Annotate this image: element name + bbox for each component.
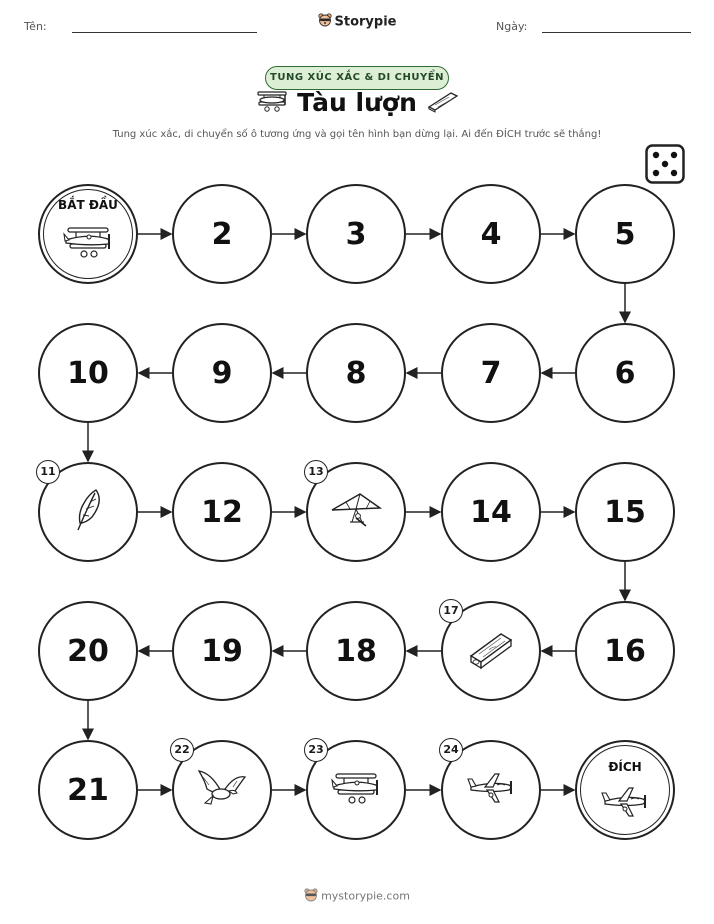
start-label: BẮT ĐẦU xyxy=(58,198,118,212)
space-number: 18 xyxy=(335,633,377,669)
board-space-15[interactable] xyxy=(575,462,675,562)
space-number: 5 xyxy=(614,216,636,252)
board-space-10[interactable] xyxy=(38,323,138,423)
space-number: 7 xyxy=(480,355,502,391)
footer-bear-icon xyxy=(304,888,318,905)
propeller-plane-icon xyxy=(465,770,517,810)
board-space-22[interactable] xyxy=(172,740,272,840)
space-number: 14 xyxy=(470,494,512,530)
space-number-badge: 24 xyxy=(439,738,463,762)
biplane-icon xyxy=(62,224,114,264)
board-space-16[interactable] xyxy=(575,601,675,701)
instructions: Tung xúc xắc, di chuyển số ô tương ứng và gọi tên hình bạn dừng lại. Ai đến ĐÍCH trước sẽ thắng! xyxy=(112,129,602,140)
space-number: 21 xyxy=(67,772,109,808)
board-space-23[interactable] xyxy=(306,740,406,840)
board-space-7[interactable] xyxy=(441,323,541,423)
date-label: Ngày: xyxy=(496,20,528,33)
board-space-2[interactable] xyxy=(172,184,272,284)
space-number: 15 xyxy=(604,494,646,530)
space-number: 9 xyxy=(211,355,233,391)
space-number-badge: 22 xyxy=(170,738,194,762)
propeller-plane-icon xyxy=(599,784,651,824)
board-space-5[interactable] xyxy=(575,184,675,284)
wood-plank-icon xyxy=(467,628,515,674)
hang-glider-icon xyxy=(328,490,384,534)
board-space-19[interactable] xyxy=(172,601,272,701)
game-tag: TUNG XÚC XẮC & DI CHUYỂN xyxy=(265,66,449,90)
finish-space[interactable] xyxy=(575,740,675,840)
space-number: 8 xyxy=(345,355,367,391)
space-number: 10 xyxy=(67,355,109,391)
start-space[interactable] xyxy=(38,184,138,284)
board-space-6[interactable] xyxy=(575,323,675,423)
board-space-14[interactable] xyxy=(441,462,541,562)
board-space-11[interactable] xyxy=(38,462,138,562)
feather-icon xyxy=(70,487,106,537)
space-number: 2 xyxy=(211,216,233,252)
space-number: 4 xyxy=(480,216,502,252)
footer-site: mystorypie.com xyxy=(321,889,410,903)
space-number: 20 xyxy=(67,633,109,669)
footer xyxy=(0,888,714,905)
space-number: 3 xyxy=(345,216,367,252)
board-space-20[interactable] xyxy=(38,601,138,701)
board-space-12[interactable] xyxy=(172,462,272,562)
space-number: 16 xyxy=(604,633,646,669)
title-text: Tàu lượn xyxy=(297,88,417,117)
board-space-8[interactable] xyxy=(306,323,406,423)
board-space-4[interactable] xyxy=(441,184,541,284)
brand-name: Storypie xyxy=(334,14,397,30)
finish-label: ĐÍCH xyxy=(608,760,642,774)
space-number: 19 xyxy=(201,633,243,669)
space-number-badge: 23 xyxy=(304,738,328,762)
space-number-badge: 11 xyxy=(36,460,60,484)
space-number: 6 xyxy=(614,355,636,391)
board-space-3[interactable] xyxy=(306,184,406,284)
board-space-24[interactable] xyxy=(441,740,541,840)
board-space-9[interactable] xyxy=(172,323,272,423)
space-number-badge: 13 xyxy=(304,460,328,484)
board-space-18[interactable] xyxy=(306,601,406,701)
space-number: 12 xyxy=(201,494,243,530)
biplane-icon xyxy=(330,770,382,810)
eagle-icon xyxy=(195,767,249,813)
space-number-badge: 17 xyxy=(439,599,463,623)
name-label: Tên: xyxy=(24,20,47,33)
board-space-21[interactable] xyxy=(38,740,138,840)
board-space-13[interactable] xyxy=(306,462,406,562)
board-space-17[interactable] xyxy=(441,601,541,701)
